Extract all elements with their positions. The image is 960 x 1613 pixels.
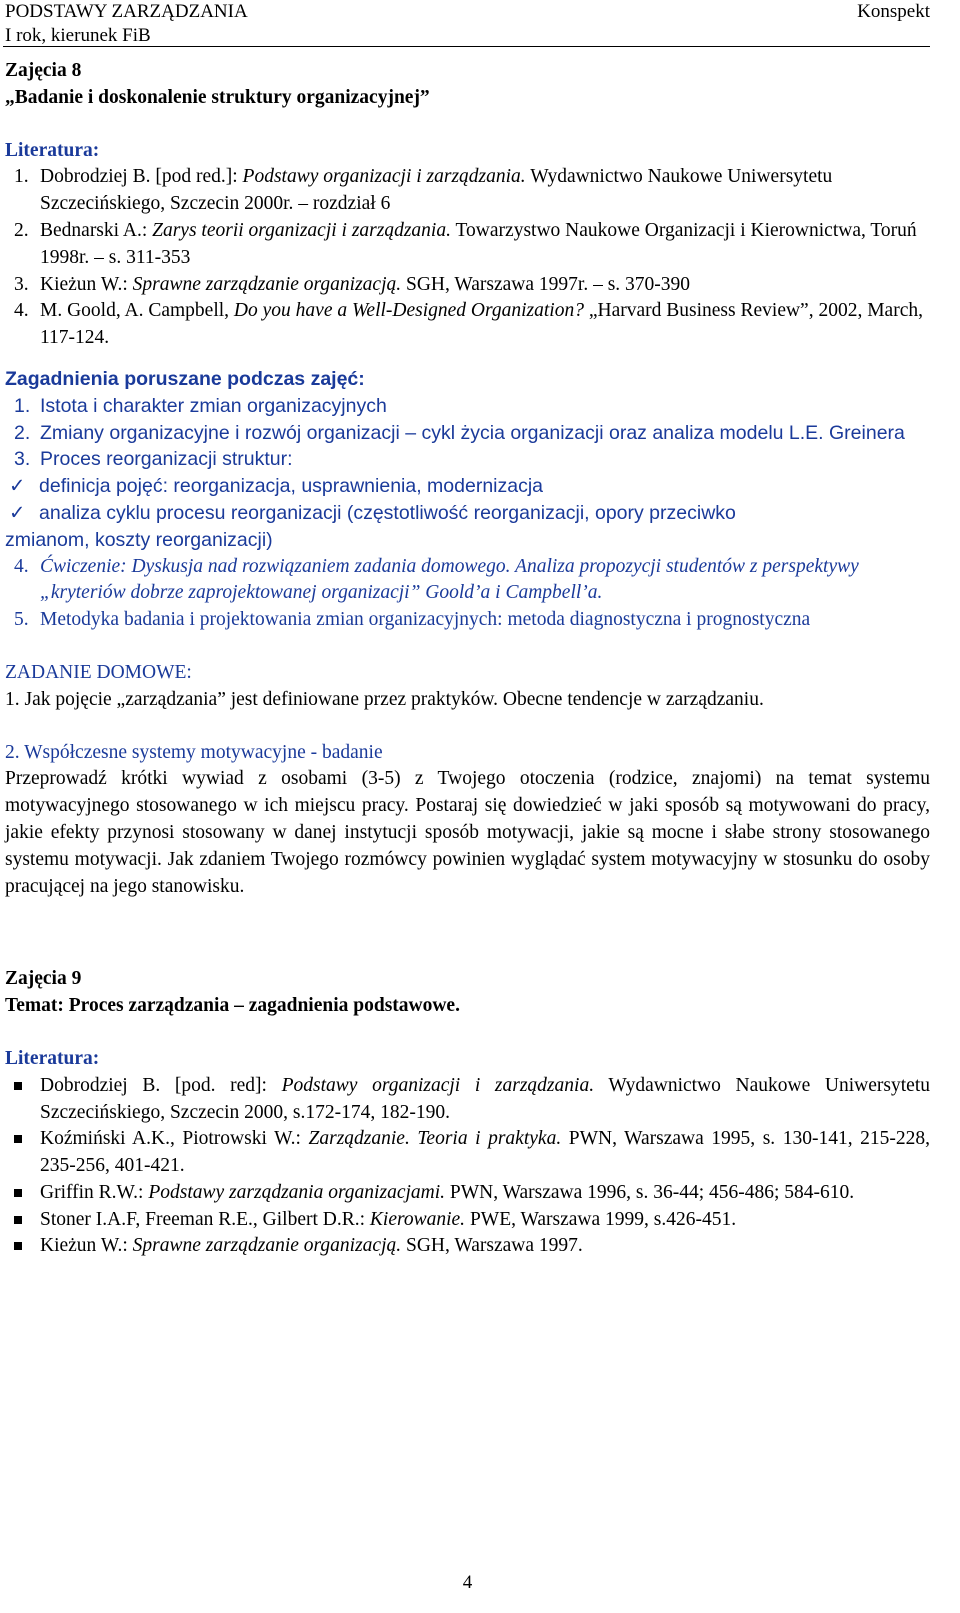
homework-item-1: 1. Jak pojęcie „zarządzania” jest definiowane przez praktyków. Obecne tendencje w zarządzaniu. [5,688,764,710]
homework-heading: ZADANIE DOMOWE: [5,661,192,683]
topic-item: 4. Ćwiczenie: Dyskusja nad rozwiązaniem zadania domowego. Analiza propozycji studentów z perspektywy „kryteriów dobrze zaprojektowanej organizacji” Goold’a i Campbell’a. [14,555,859,604]
page-header [5,0,930,48]
literature-item: 1. Dobrodziej B. [pod red.]: Podstawy organizacji i zarządzania. Wydawnictwo Naukowe Uniwersytetu Szczecińskiego, Szczecin 2000r. – rozdział 6 [14,166,833,215]
literature-item: Kieżun W.: Sprawne zarządzanie organizacją. SGH, Warszawa 1997. [5,1233,930,1260]
class9-literature-list [5,1073,930,1261]
header-course: PODSTAWY ZARZĄDZANIA [5,1,248,22]
topic-item: 1. Istota i charakter zmian organizacyjnych [14,394,387,417]
homework-item-2-body: Przeprowadź krótki wywiad z osobami (3-5) z Twojego otoczenia (rodzice, znajomi) na temat systemu motywacyjnego stosowanego w ich miejscu pracy. Postaraj się dowiedzieć w jaki sposób są motywowani do pracy, jakie efekty przynosi stosowany w danej instytucji sposób motywacji, jakie są mocne i słabe strony stosowanego systemu motywacji. Jak zdaniem Twojego rozmówcy powinien wyglądać system motywacyjny w stosunku do osoby pracującej na jego stanowisku. [5,768,930,897]
class9-title: Zajęcia 9 [5,968,82,990]
page-number: 4 [462,1572,473,1593]
class8-literature-list [5,164,930,352]
topic-item: 2. Zmiany organizacyjne i rozwój organizacji – cykl życia organizacji oraz analiza modelu L.E. Greinera [14,421,905,444]
class9-literature-heading: Literatura: [5,1047,100,1069]
bullet-square-icon [14,1082,22,1090]
document-body [5,58,930,1260]
bullet-square-icon [14,1189,22,1197]
list-number: 1. [14,166,29,188]
class8-topics-list [5,393,930,473]
class8-topics-heading: Zagadnienia poruszane podczas zajęć: [5,367,365,390]
header-year: I rok, kierunek FiB [5,25,151,46]
checkmark-icon: ✓ [9,475,26,498]
class9-topic: Temat: Proces zarządzania – zagadnienia podstawowe. [5,995,460,1017]
literature-item: 3. Kieżun W.: Sprawne zarządzanie organizacją. SGH, Warszawa 1997r. – s. 370-390 [5,272,930,299]
class8-literature-heading: Literatura: [5,139,100,161]
class8-subtitle: „Badanie i doskonalenie struktury organizacyjnej” [5,86,430,108]
class8-topics-list-cont [5,554,930,634]
checkmark-icon: ✓ [9,501,26,524]
header-divider [3,46,930,47]
checklist-item: ✓ analiza cyklu procesu reorganizacji (częstotliwość reorganizacji, opory przeciwko [5,500,930,527]
literature-item: Dobrodziej B. [pod. red]: Podstawy organizacji i zarządzania. Wydawnictwo Naukowe Uniwersytetu Szczecińskiego, Szczecin 2000, s.172-174, 182-190. [5,1073,930,1127]
checklist-item-continuation: zmianom, koszty reorganizacji) [5,528,273,551]
bullet-square-icon [14,1242,22,1250]
literature-item: Koźmiński A.K., Piotrowski W.: Zarządzanie. Teoria i praktyka. PWN, Warszawa 1995, s. 130-141, 215-228, 235-256, 401-421. [5,1126,930,1180]
literature-item: Griffin R.W.: Podstawy zarządzania organizacjami. PWN, Warszawa 1996, s. 36-44; 456-486; 584-610. [5,1180,930,1207]
checklist-item: ✓ definicja pojęć: reorganizacja, usprawnienia, modernizacja [5,473,930,500]
list-number: 3. [14,273,29,295]
literature-item: 2. Bednarski A.: Zarys teorii organizacji i zarządzania. Towarzystwo Naukowe Organizacji i Kierownictwa, Toruń 1998r. – s. 311-353 [14,219,917,268]
header-doc-type: Konspekt [857,1,930,22]
topic-item: 5. Metodyka badania i projektowania zmian organizacyjnych: metoda diagnostyczna i prognostyczna [14,609,811,631]
list-number: 4. [14,300,29,322]
list-number: 2. [14,219,29,241]
topic-item: 3. Proces reorganizacji struktur: [14,448,293,471]
literature-item: Stoner I.A.F, Freeman R.E., Gilbert D.R.: Kierowanie. PWE, Warszawa 1999, s.426-451. [5,1207,930,1234]
class8-title: Zajęcia 8 [5,60,82,81]
bullet-square-icon [14,1135,22,1143]
bullet-square-icon [14,1216,22,1224]
homework-item-2-title: 2. Współczesne systemy motywacyjne - badanie [5,741,383,763]
reorganization-checklist [5,473,930,553]
literature-item: 4. M. Goold, A. Campbell, Do you have a Well-Designed Organization? „Harvard Business Review”, 2002, March, 117-124. [14,300,923,349]
